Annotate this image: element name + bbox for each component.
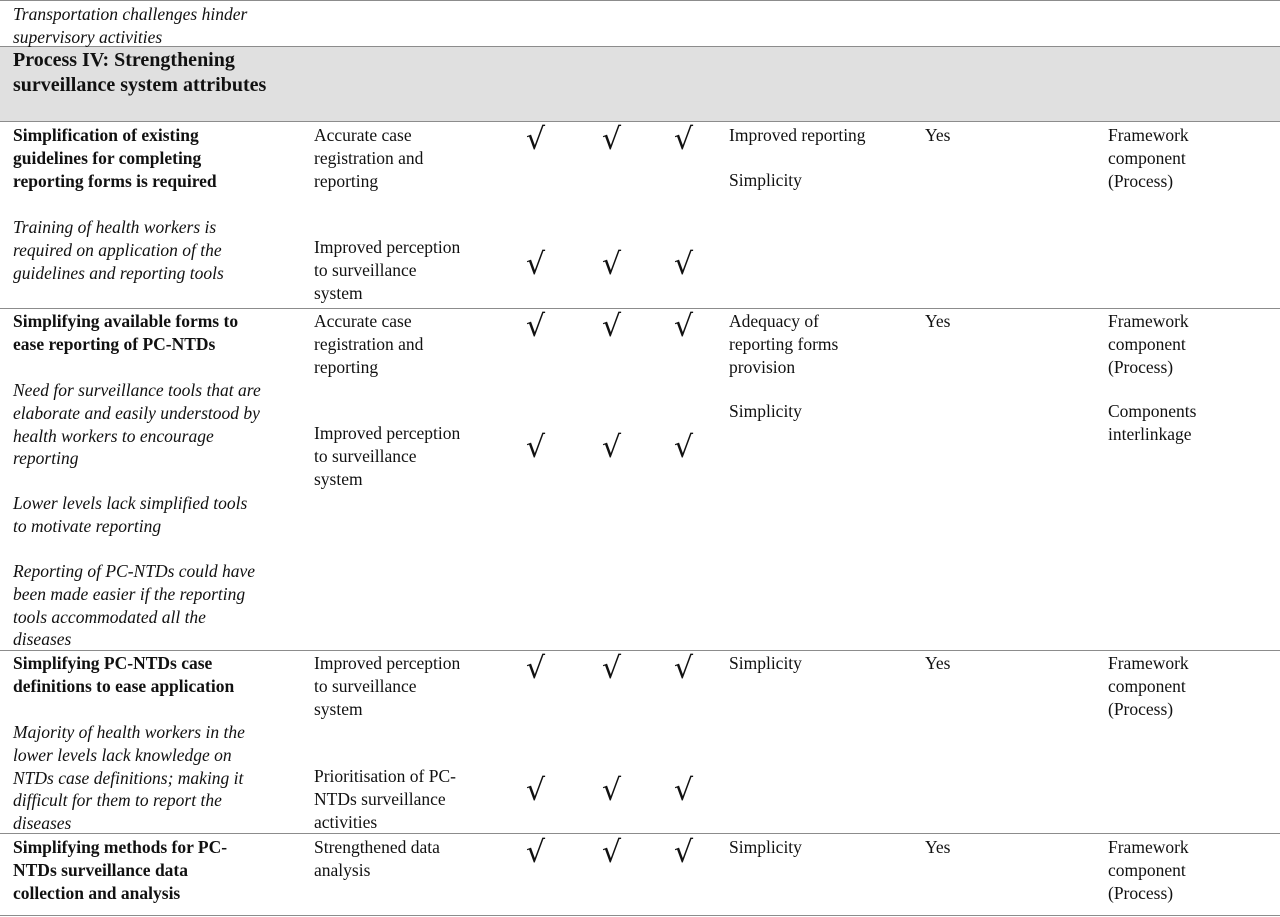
quote-text: Majority of health workers in the lower levels lack knowledge on NTDs case definitions; making it difficult for them to report the diseases — [13, 722, 245, 834]
attribute-text: Improved reporting — [729, 125, 866, 145]
check-mark: √ — [674, 430, 694, 465]
check-mark: √ — [602, 309, 622, 344]
outcome-text: Improved perception to surveillance system — [314, 237, 461, 303]
quote-text: Training of health workers is required on application of the guidelines and reporting tools — [13, 217, 224, 283]
check-mark: √ — [602, 430, 622, 465]
attribute-text: Simplicity — [729, 170, 802, 190]
attribute-text: Simplicity — [729, 401, 802, 421]
answer-text: Yes — [925, 837, 951, 857]
row-separator — [0, 121, 1280, 122]
outcome-text: Accurate case registration and reporting — [314, 125, 424, 191]
outcome-text: Prioritisation of PC- NTDs surveillance activities — [314, 766, 456, 832]
check-mark: √ — [674, 835, 694, 870]
quote-text: Need for surveillance tools that are elaborate and easily understood by health workers to encourage reporting — [13, 380, 261, 469]
answer-text: Yes — [925, 653, 951, 673]
attribute-text: Adequacy of reporting forms provision — [729, 311, 839, 377]
outcome-text: Improved perception to surveillance system — [314, 423, 461, 489]
process-title: Process IV: Strengthening surveillance system attributes — [13, 49, 267, 96]
finding-text: Simplifying PC-NTDs case definitions to ease application — [13, 653, 235, 696]
check-mark: √ — [674, 773, 694, 808]
answer-text: Yes — [925, 125, 951, 145]
outcome-text: Strengthened data analysis — [314, 837, 440, 880]
check-mark: √ — [602, 247, 622, 282]
quote-text: Transportation challenges hinder supervisory activities — [13, 4, 248, 47]
check-mark: √ — [526, 430, 546, 465]
outcome-text: Improved perception to surveillance system — [314, 653, 461, 719]
check-mark: √ — [674, 651, 694, 686]
row-separator — [0, 915, 1280, 916]
attribute-text: Simplicity — [729, 837, 802, 857]
outcome-text: Accurate case registration and reporting — [314, 311, 424, 377]
check-mark: √ — [674, 122, 694, 157]
framework-text: Components interlinkage — [1108, 401, 1197, 444]
check-mark: √ — [602, 122, 622, 157]
check-mark: √ — [526, 651, 546, 686]
framework-text: Framework component (Process) — [1108, 653, 1189, 719]
check-mark: √ — [526, 835, 546, 870]
finding-text: Simplification of existing guidelines for completing reporting forms is required — [13, 125, 217, 191]
check-mark: √ — [674, 309, 694, 344]
check-mark: √ — [526, 122, 546, 157]
quote-text: Lower levels lack simplified tools to motivate reporting — [13, 493, 248, 536]
check-mark: √ — [526, 247, 546, 282]
answer-text: Yes — [925, 311, 951, 331]
framework-text: Framework component (Process) — [1108, 837, 1189, 903]
row-separator — [0, 0, 1280, 1]
check-mark: √ — [526, 309, 546, 344]
finding-text: Simplifying available forms to ease reporting of PC-NTDs — [13, 311, 239, 354]
check-mark: √ — [602, 835, 622, 870]
check-mark: √ — [602, 651, 622, 686]
framework-text: Framework component (Process) — [1108, 125, 1189, 191]
check-mark: √ — [674, 247, 694, 282]
finding-text: Simplifying methods for PC- NTDs surveillance data collection and analysis — [13, 837, 228, 903]
row-separator — [0, 308, 1280, 309]
check-mark: √ — [602, 773, 622, 808]
framework-text: Framework component (Process) — [1108, 311, 1189, 377]
check-mark: √ — [526, 773, 546, 808]
quote-text: Reporting of PC-NTDs could have been made easier if the reporting tools accommodated all the diseases — [13, 561, 256, 650]
attribute-text: Simplicity — [729, 653, 802, 673]
